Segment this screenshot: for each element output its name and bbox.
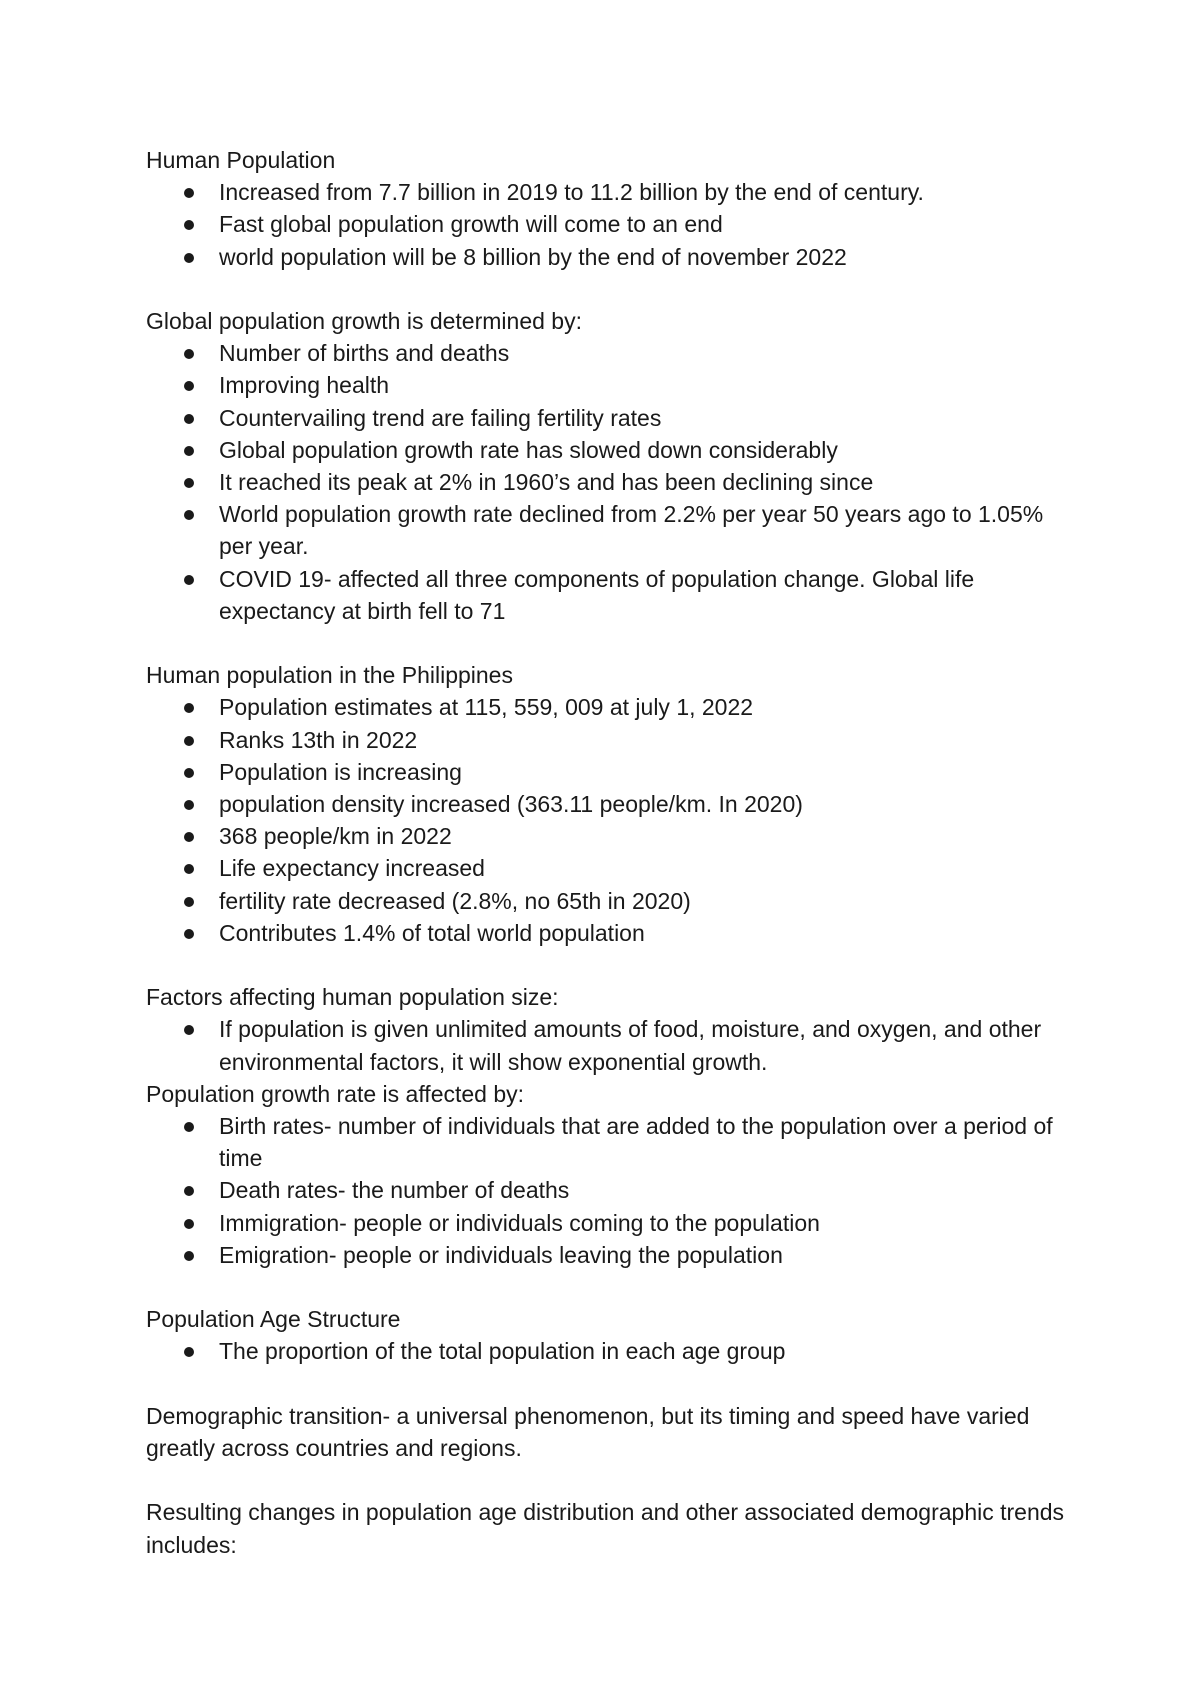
list-item xyxy=(146,852,1066,884)
list-item-text: 368 people/km in 2022 xyxy=(219,823,452,850)
list-item xyxy=(146,691,1066,723)
bullet-icon xyxy=(184,510,194,520)
bullet-list xyxy=(146,1110,1066,1271)
list-item xyxy=(146,402,1066,434)
bullet-icon xyxy=(184,1219,194,1229)
list-item xyxy=(146,241,1066,273)
list-item xyxy=(146,917,1066,949)
bullet-list xyxy=(146,176,1066,273)
list-item xyxy=(146,1239,1066,1271)
bullet-icon xyxy=(184,478,194,488)
list-item-text: Life expectancy increased xyxy=(219,855,485,882)
list-item xyxy=(146,498,1066,562)
list-item-text: World population growth rate declined from 2.2% per year 50 years ago to 1.05% per year. xyxy=(219,501,1044,560)
list-item-text: population density increased (363.11 people/km. In 2020) xyxy=(219,791,803,818)
bullet-icon xyxy=(184,768,194,778)
spacer xyxy=(146,1271,1066,1303)
bullet-icon xyxy=(184,929,194,939)
paragraph-demographic-transition: Demographic transition- a universal phenomenon, but its timing and speed have varied greatly across countries and regions. xyxy=(146,1402,1030,1462)
list-item-text: Increased from 7.7 billion in 2019 to 11.2 billion by the end of century. xyxy=(219,179,924,206)
list-item-text: Population is increasing xyxy=(219,758,462,785)
list-item xyxy=(146,1174,1066,1206)
section-heading: Population Age Structure xyxy=(146,1306,401,1333)
list-item xyxy=(146,563,1066,627)
list-item-text: Number of births and deaths xyxy=(219,340,510,367)
list-item xyxy=(146,788,1066,820)
list-item-text: world population will be 8 billion by the end of november 2022 xyxy=(219,243,847,270)
list-item-text: Population estimates at 115, 559, 009 at july 1, 2022 xyxy=(219,694,754,721)
list-item xyxy=(146,820,1066,852)
bullet-icon xyxy=(184,253,194,263)
list-item-text: The proportion of the total population in each age group xyxy=(219,1338,786,1365)
bullet-icon xyxy=(184,1186,194,1196)
spacer xyxy=(146,949,1066,981)
bullet-icon xyxy=(184,1251,194,1261)
section-philippines xyxy=(146,659,1066,949)
spacer xyxy=(146,273,1066,305)
bullet-icon xyxy=(184,1122,194,1132)
section-global-growth xyxy=(146,305,1066,627)
list-item-text: fertility rate decreased (2.8%, no 65th in 2020) xyxy=(219,887,691,914)
document-body xyxy=(146,144,1066,1561)
list-item xyxy=(146,369,1066,401)
section-heading: Population growth rate is affected by: xyxy=(146,1080,525,1107)
list-item-text: Improving health xyxy=(219,372,390,399)
section-heading: Factors affecting human population size: xyxy=(146,984,559,1011)
bullet-list xyxy=(146,1335,1066,1367)
bullet-list xyxy=(146,1013,1066,1077)
bullet-icon xyxy=(184,897,194,907)
bullet-list xyxy=(146,691,1066,949)
list-item-text: Countervailing trend are failing fertility rates xyxy=(219,404,662,431)
list-item xyxy=(146,466,1066,498)
bullet-icon xyxy=(184,575,194,585)
bullet-icon xyxy=(184,736,194,746)
list-item-text: Immigration- people or individuals coming to the population xyxy=(219,1209,820,1236)
bullet-list xyxy=(146,337,1066,627)
list-item xyxy=(146,337,1066,369)
bullet-icon xyxy=(184,188,194,198)
bullet-icon xyxy=(184,414,194,424)
bullet-icon xyxy=(184,349,194,359)
list-item xyxy=(146,1013,1066,1077)
list-item-text: It reached its peak at 2% in 1960’s and has been declining since xyxy=(219,469,874,496)
list-item xyxy=(146,434,1066,466)
bullet-icon xyxy=(184,446,194,456)
bullet-icon xyxy=(184,832,194,842)
bullet-icon xyxy=(184,703,194,713)
list-item xyxy=(146,1335,1066,1367)
list-item-text: Global population growth rate has slowed down considerably xyxy=(219,436,838,463)
list-item xyxy=(146,756,1066,788)
section-heading: Global population growth is determined by: xyxy=(146,308,582,334)
paragraph-resulting-changes: Resulting changes in population age distribution and other associated demographic trends includes: xyxy=(146,1499,1065,1558)
bullet-icon xyxy=(184,800,194,810)
list-item-text: If population is given unlimited amounts of food, moisture, and oxygen, and other environmental factors, it will show exponential growth. xyxy=(219,1016,1042,1075)
list-item xyxy=(146,885,1066,917)
list-item-text: Birth rates- number of individuals that are added to the population over a period of time xyxy=(219,1113,1053,1172)
section-heading: Human population in the Philippines xyxy=(146,662,513,689)
bullet-icon xyxy=(184,381,194,391)
list-item xyxy=(146,1207,1066,1239)
bullet-icon xyxy=(184,220,194,230)
list-item xyxy=(146,724,1066,756)
list-item-text: Fast global population growth will come to an end xyxy=(219,211,723,238)
spacer xyxy=(146,627,1066,659)
list-item-text: COVID 19- affected all three components of population change. Global life expectancy at birth fell to 71 xyxy=(219,565,975,624)
section-human-population xyxy=(146,144,1066,273)
section-growth-rate xyxy=(146,1078,1066,1271)
spacer xyxy=(146,1464,1066,1496)
list-item-text: Emigration- people or individuals leaving the population xyxy=(219,1241,783,1268)
spacer xyxy=(146,1368,1066,1400)
list-item xyxy=(146,1110,1066,1174)
list-item-text: Ranks 13th in 2022 xyxy=(219,726,418,753)
bullet-icon xyxy=(184,1347,194,1357)
section-heading: Human Population xyxy=(146,147,336,173)
list-item-text: Contributes 1.4% of total world population xyxy=(219,919,645,946)
bullet-icon xyxy=(184,1025,194,1035)
bullet-icon xyxy=(184,864,194,874)
section-factors xyxy=(146,981,1066,1078)
list-item-text: Death rates- the number of deaths xyxy=(219,1177,570,1204)
list-item xyxy=(146,176,1066,208)
section-age-structure xyxy=(146,1303,1066,1367)
list-item xyxy=(146,208,1066,240)
